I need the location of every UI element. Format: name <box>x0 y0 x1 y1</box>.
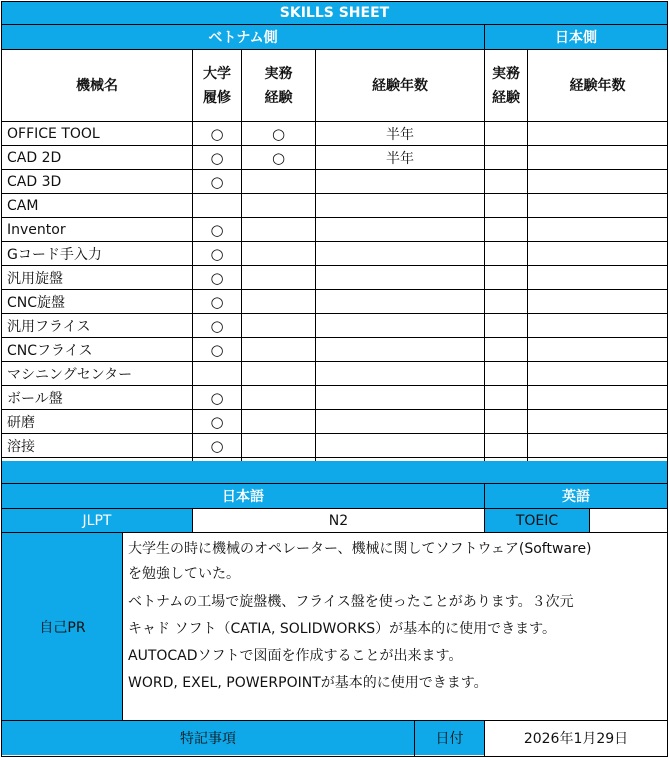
grid-line <box>527 49 528 461</box>
jp-years-value <box>528 410 667 433</box>
grid-line <box>667 1 668 757</box>
grid-line <box>1 145 668 146</box>
section-divider <box>2 461 667 483</box>
grid-line <box>1 49 668 50</box>
jp-work-mark <box>485 242 527 265</box>
machine-name: 研磨 <box>7 414 35 431</box>
self-pr-line: 大学生の時に機械のオペレーター、機械に関してソフトウェア(Software) <box>128 541 592 557</box>
years-value: 半年 <box>386 150 414 167</box>
jp-work-mark <box>485 218 527 241</box>
grid-line <box>1 409 668 410</box>
grid-line <box>484 720 485 756</box>
grid-line <box>1 1 668 2</box>
col-header-jp-work-line1: 実務 <box>492 65 520 82</box>
col-header-jp-work-line2: 経験 <box>492 89 520 106</box>
grid-line <box>1 532 668 533</box>
university-mark: ○ <box>210 220 224 239</box>
grid-line <box>1 24 668 25</box>
university-mark: ○ <box>210 148 224 167</box>
work-mark <box>242 170 315 193</box>
grid-line <box>1 508 668 509</box>
col-header-university-line2: 履修 <box>203 89 231 106</box>
work-mark <box>242 242 315 265</box>
jp-years-value <box>528 386 667 409</box>
machine-name: CNC旋盤 <box>7 294 66 311</box>
university-mark: ○ <box>210 436 224 455</box>
university-mark <box>193 194 241 217</box>
grid-line <box>1 121 668 122</box>
grid-line <box>122 532 123 720</box>
machine-name: OFFICE TOOL <box>7 125 100 142</box>
machine-name: 汎用旋盤 <box>7 270 63 287</box>
toeic-label: TOEIC <box>485 509 589 532</box>
grid-line <box>1 337 668 338</box>
jp-years-value <box>528 290 667 313</box>
jp-work-mark <box>485 410 527 433</box>
jp-work-mark <box>485 386 527 409</box>
years-value <box>316 290 484 313</box>
jlpt-label: JLPT <box>2 509 192 532</box>
university-mark <box>193 362 241 385</box>
jp-years-value <box>528 362 667 385</box>
work-mark <box>242 338 315 361</box>
col-header-work-line1: 実務 <box>264 65 293 82</box>
grid-line <box>241 49 242 461</box>
grid-line <box>1 433 668 434</box>
years-value: 半年 <box>386 126 414 143</box>
jp-years-value <box>528 218 667 241</box>
machine-name: Inventor <box>7 221 66 238</box>
col-header-university <box>193 50 241 121</box>
jp-years-value <box>528 122 667 145</box>
col-header-jp-years: 経験年数 <box>569 77 626 94</box>
self-pr-line: を勉強していた。 <box>128 566 240 582</box>
work-mark: ○ <box>271 148 286 167</box>
col-header-work <box>242 50 315 121</box>
jp-years-value <box>528 242 667 265</box>
years-value <box>316 386 484 409</box>
years-value <box>316 266 484 289</box>
vietnam-side-header: ベトナム側 <box>2 25 484 49</box>
jp-years-value <box>528 170 667 193</box>
self-pr-line: AUTOCADソフトで図面を作成することが出来ます。 <box>128 648 463 664</box>
date-value: 2026年1月29日 <box>523 731 629 747</box>
grid-line <box>192 508 193 532</box>
japanese-language-header: 日本語 <box>2 484 484 508</box>
machine-name: 溶接 <box>7 438 35 455</box>
university-mark: ○ <box>210 172 224 191</box>
years-value <box>316 242 484 265</box>
grid-line <box>414 720 415 756</box>
special-notes-label: 特記事項 <box>2 721 414 755</box>
work-mark <box>242 410 315 433</box>
col-header-machine: 機械名 <box>76 77 118 94</box>
jp-years-value <box>528 146 667 169</box>
university-mark: ○ <box>210 388 224 407</box>
jp-years-value <box>528 434 667 457</box>
english-language-header: 英語 <box>485 484 667 508</box>
grid-line <box>1 289 668 290</box>
university-mark: ○ <box>210 124 224 143</box>
grid-line <box>1 241 668 242</box>
jp-work-mark <box>485 434 527 457</box>
jp-work-mark <box>485 194 527 217</box>
work-mark: ○ <box>271 124 286 143</box>
toeic-value <box>590 509 667 532</box>
jp-work-mark <box>485 122 527 145</box>
years-value <box>316 194 484 217</box>
grid-line <box>1 265 668 266</box>
jp-work-mark <box>485 290 527 313</box>
jp-work-mark <box>485 170 527 193</box>
university-mark: ○ <box>210 292 224 311</box>
grid-line <box>1 720 668 721</box>
jp-work-mark <box>485 362 527 385</box>
japan-side-header: 日本側 <box>485 25 667 49</box>
work-mark <box>242 194 315 217</box>
work-mark <box>242 362 315 385</box>
years-value <box>316 410 484 433</box>
machine-name: CAM <box>7 197 39 214</box>
university-mark: ○ <box>210 268 224 287</box>
grid-line <box>1 483 668 484</box>
jp-years-value <box>528 314 667 337</box>
jp-years-value <box>528 266 667 289</box>
jp-work-mark <box>485 146 527 169</box>
grid-line <box>484 483 485 532</box>
grid-line <box>484 24 485 461</box>
grid-line <box>1 313 668 314</box>
machine-name: CAD 2D <box>7 149 62 166</box>
jp-work-mark <box>485 338 527 361</box>
grid-line <box>315 49 316 461</box>
self-pr-line: キャド ソフト（CATIA, SOLIDWORKS）が基本的に使用できます。 <box>128 621 557 637</box>
jp-years-value <box>528 338 667 361</box>
work-mark <box>242 434 315 457</box>
work-mark <box>242 314 315 337</box>
date-label: 日付 <box>415 721 484 755</box>
grid-line <box>1 457 668 458</box>
university-mark: ○ <box>210 244 224 263</box>
machine-name: Gコード手入力 <box>7 246 102 263</box>
years-value <box>316 218 484 241</box>
years-value <box>316 338 484 361</box>
grid-line <box>1 1 2 757</box>
col-header-jp-work <box>485 50 527 121</box>
work-mark <box>242 266 315 289</box>
work-mark <box>242 386 315 409</box>
years-value <box>316 314 484 337</box>
years-value <box>316 362 484 385</box>
grid-line <box>1 193 668 194</box>
grid-line <box>589 508 590 532</box>
grid-line <box>192 49 193 461</box>
university-mark: ○ <box>210 316 224 335</box>
machine-name: CNCフライス <box>7 342 93 359</box>
machine-name: 汎用フライス <box>7 318 91 335</box>
self-pr-label: 自己PR <box>2 533 123 720</box>
grid-line <box>1 361 668 362</box>
jp-years-value <box>528 194 667 217</box>
work-mark <box>242 290 315 313</box>
grid-line <box>1 385 668 386</box>
self-pr-line: ベトナムの工場で旋盤機、フライス盤を使ったことがあります。３次元 <box>128 594 574 610</box>
machine-name: ボール盤 <box>7 390 63 407</box>
col-header-years: 経験年数 <box>372 77 428 94</box>
work-mark <box>242 218 315 241</box>
col-header-work-line2: 経験 <box>264 89 293 106</box>
jp-work-mark <box>485 314 527 337</box>
grid-line <box>1 169 668 170</box>
years-value <box>316 170 484 193</box>
machine-name: CAD 3D <box>7 173 62 190</box>
university-mark: ○ <box>210 412 224 431</box>
years-value <box>316 434 484 457</box>
self-pr-line: WORD, EXEL, POWERPOINTが基本的に使用できます。 <box>128 675 488 691</box>
machine-name: マシニングセンター <box>7 366 133 383</box>
university-mark: ○ <box>210 340 224 359</box>
col-header-university-line1: 大学 <box>203 65 231 82</box>
sheet-title: SKILLS SHEET <box>2 2 667 24</box>
jlpt-value: N2 <box>328 512 349 529</box>
jp-work-mark <box>485 266 527 289</box>
grid-line <box>1 217 668 218</box>
